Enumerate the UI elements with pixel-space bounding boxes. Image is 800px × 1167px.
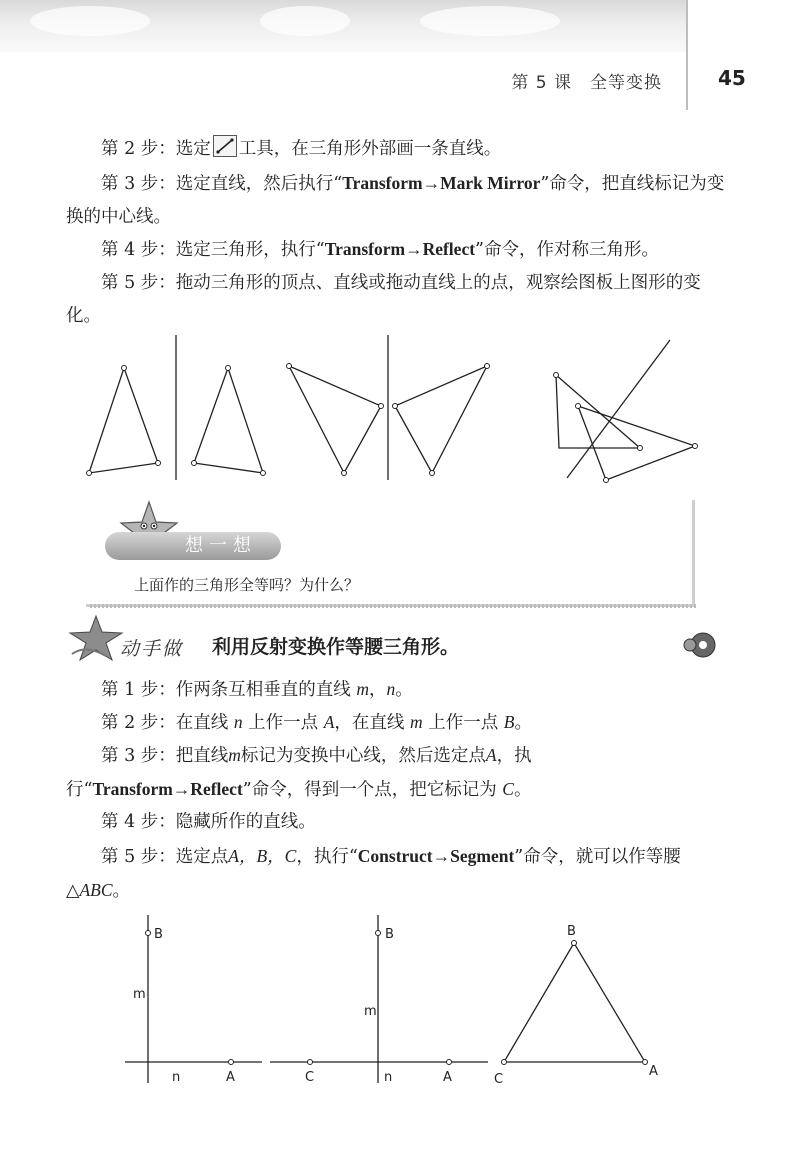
label-A-3: A	[649, 1064, 658, 1079]
isosceles-triangle-abc	[504, 943, 645, 1062]
reflection-figures	[0, 330, 800, 490]
step-3-top: 第 3 步：选定直线，然后执行“Transform→Mark Mirror”命令，把直线标记为变换的中心线。	[66, 173, 725, 227]
step-3-bottom: 第 3 步：把直线m标记为变换中心线，然后选定点A，执行“Transform→Reflect”命令，得到一个点，把它标记为 C。	[66, 745, 532, 800]
think-title: 想一想	[105, 532, 281, 560]
triangle-original-2	[289, 366, 381, 473]
label-n-1: n	[172, 1070, 181, 1085]
lesson-title: 第 5 课 全等变换	[511, 73, 662, 93]
label-C-3: C	[494, 1072, 504, 1087]
step-1-bottom: 第 1 步：作两条互相垂直的直线 m，n。	[101, 679, 413, 700]
hands-on-title: 利用反射变换作等腰三角形。	[212, 636, 460, 658]
hands-on-label: 动手做	[120, 638, 184, 660]
label-m-1: m	[133, 987, 146, 1002]
dotted-divider	[90, 604, 696, 608]
label-B-3: B	[567, 924, 576, 939]
step-5-top: 第 5 步：拖动三角形的顶点、直线或拖动直线上的点，观察绘图板上图形的变化。	[66, 273, 701, 326]
mirror-line-3	[567, 340, 670, 478]
label-n-2: n	[384, 1070, 393, 1085]
label-m-2: m	[364, 1004, 377, 1019]
label-B-2: B	[385, 927, 394, 942]
header-band	[0, 0, 686, 52]
page-number: 45	[718, 66, 746, 90]
triangle-original-1	[89, 368, 158, 473]
step-4-bottom: 第 4 步：隐藏所作的直线。	[101, 812, 316, 832]
label-C-2: C	[305, 1070, 315, 1085]
step-2-top: 第 2 步：选定 工具，在三角形外部画一条直线。	[66, 133, 726, 166]
think-question: 上面作的三角形全等吗？为什么？	[134, 576, 360, 594]
triangle-reflected-2	[395, 366, 487, 473]
step-2-bottom: 第 2 步：在直线 n 上作一点 A，在直线 m 上作一点 B。	[101, 712, 532, 733]
isosceles-construction-figures	[0, 905, 800, 1095]
cd-disc-icon	[680, 630, 720, 660]
label-B-1: B	[154, 927, 163, 942]
triangle-reflected-3	[578, 406, 695, 480]
label-A-2: A	[443, 1070, 452, 1085]
step-4-top: 第 4 步：选定三角形，执行“Transform→Reflect”命令，作对称三角形。	[101, 239, 659, 260]
step-5-bottom: 第 5 步：选定点A，B，C，执行“Construct→Segment”命令，就可以作等腰△ABC。	[66, 846, 681, 901]
label-A-1: A	[226, 1070, 235, 1085]
star-hands-on-icon	[66, 614, 126, 662]
triangle-reflected-1	[194, 368, 263, 473]
line-tool-icon	[213, 135, 237, 157]
header-divider	[686, 0, 688, 110]
